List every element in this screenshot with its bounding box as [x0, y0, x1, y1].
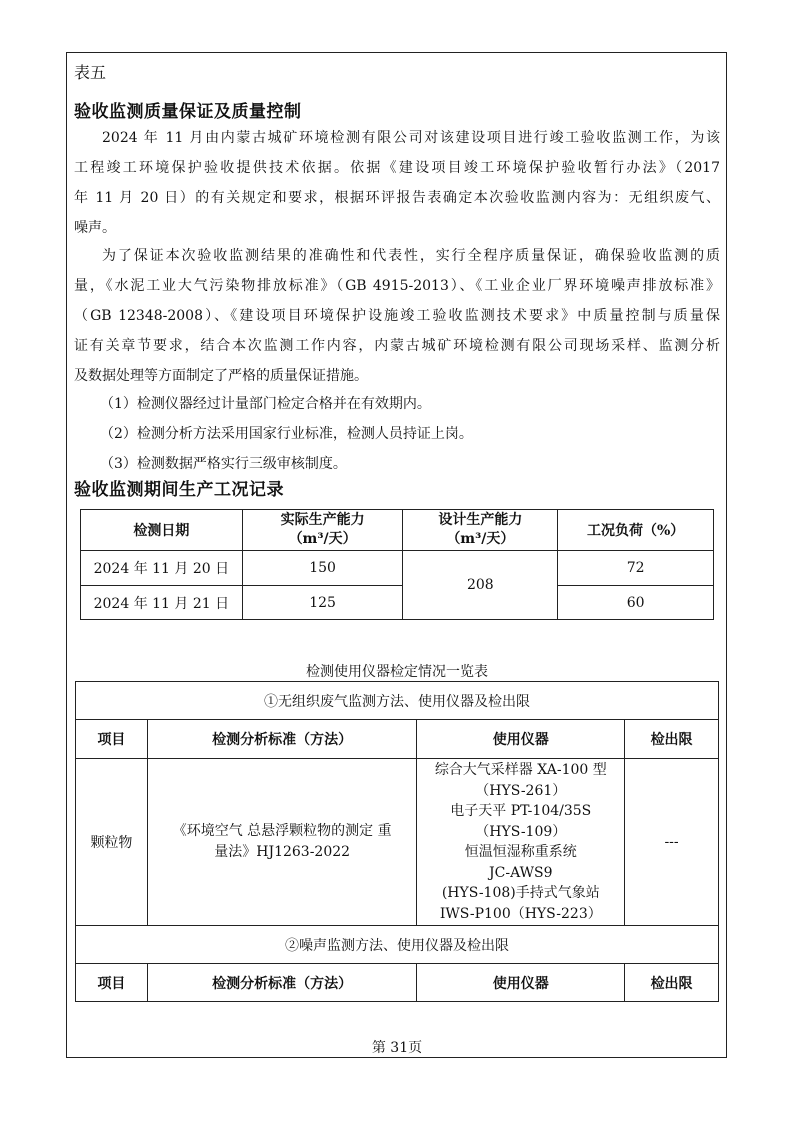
header-load: 工况负荷（%）	[558, 510, 714, 551]
header-limit: 检出限	[625, 964, 719, 1002]
header-design-unit: （m³/天）	[446, 531, 515, 547]
instrument-line: （HYS-109）	[475, 823, 567, 840]
instrument-table-caption: 检测使用仪器检定情况一览表	[306, 664, 488, 680]
heading-production-record: 验收监测期间生产工况记录	[74, 480, 284, 500]
section1-title: ①无组织废气监测方法、使用仪器及检出限	[76, 682, 719, 720]
header-actual	[242, 510, 403, 551]
cell-load: 72	[558, 551, 714, 586]
cell-instrument	[417, 759, 625, 926]
header-limit: 检出限	[625, 720, 719, 759]
paragraph-line: （GB 12348-2008）、《建设项目环境保护设施竣工验收监测技术要求》中质量控制与质量保	[74, 308, 720, 324]
cell-date: 2024 年 11 月 20 日	[81, 551, 243, 586]
measure-item: （3）检测数据严格实行三级审核制度。	[100, 456, 347, 472]
instrument-line: JC-AWS9	[489, 864, 553, 881]
header-actual-label: 实际生产能力	[280, 512, 365, 528]
section-label: 表五	[74, 63, 107, 82]
production-table	[80, 509, 714, 620]
section2-title: ②噪声监测方法、使用仪器及检出限	[76, 926, 719, 964]
instrument-header-row	[76, 964, 719, 1002]
paragraph-line: 噪声。	[74, 220, 116, 236]
header-standard: 检测分析标准（方法）	[147, 964, 417, 1002]
standard-line: 《环境空气 总悬浮颗粒物的测定 重	[172, 823, 392, 839]
header-design	[403, 510, 558, 551]
page-number: 第 31页	[371, 1040, 423, 1056]
instrument-header-row	[76, 720, 719, 759]
paragraph-line: 工程竣工环境保护验收提供技术依据。依据《建设项目竣工环境保护验收暂行办法》（2017	[74, 160, 720, 176]
instrument-line: IWS-P100（HYS-223）	[439, 905, 602, 922]
section-row	[76, 682, 719, 720]
paragraph-line: 2024 年 11 月由内蒙古城矿环境检测有限公司对该建设项目进行竣工验收监测工作，为该	[102, 130, 720, 146]
cell-standard	[147, 759, 417, 926]
instrument-line: 恒温恒湿称重系统	[464, 844, 577, 860]
section-row	[76, 926, 719, 964]
header-standard: 检测分析标准（方法）	[147, 720, 417, 759]
header-item: 项目	[76, 964, 148, 1002]
instrument-table	[75, 681, 719, 1002]
header-date: 检测日期	[81, 510, 243, 551]
header-actual-unit: （m³/天）	[288, 531, 357, 547]
header-instrument: 使用仪器	[417, 964, 625, 1002]
paragraph-line: 证有关章节要求，结合本次监测工作内容，内蒙古城矿环境检测有限公司现场采样、监测分析	[74, 338, 720, 354]
cell-design: 208	[403, 551, 558, 620]
cell-load: 60	[558, 586, 714, 620]
standard-line: 量法》HJ1263-2022	[214, 844, 351, 860]
instrument-line: 电子天平 PT-104/35S	[450, 803, 592, 819]
measure-item: （1）检测仪器经过计量部门检定合格并在有效期内。	[100, 396, 431, 412]
paragraph-intro	[74, 123, 720, 243]
cell-actual: 150	[242, 551, 403, 586]
measure-item: （2）检测分析方法采用国家行业标准，检测人员持证上岗。	[100, 426, 473, 442]
header-instrument: 使用仪器	[417, 720, 625, 759]
paragraph-line: 及数据处理等方面制定了严格的质量保证措施。	[74, 368, 368, 384]
instrument-line: (HYS-108)手持式气象站	[441, 885, 600, 901]
cell-limit: ---	[625, 759, 719, 926]
cell-actual: 125	[242, 586, 403, 620]
heading-quality-control: 验收监测质量保证及质量控制	[74, 102, 302, 122]
measures-list	[100, 389, 700, 479]
paragraph-line: 为了保证本次验收监测结果的准确性和代表性，实行全程序质量保证，确保验收监测的质	[102, 248, 720, 264]
production-header-row	[81, 510, 714, 551]
table-row	[81, 551, 714, 586]
cell-item: 颗粒物	[76, 759, 148, 926]
instrument-line: 综合大气采样器 XA-100 型	[434, 762, 607, 778]
header-design-label: 设计生产能力	[438, 512, 523, 528]
instrument-line: （HYS-261）	[475, 782, 567, 799]
header-item: 项目	[76, 720, 148, 759]
table-row	[76, 759, 719, 926]
table-row	[81, 586, 714, 620]
paragraph-line: 量，《水泥工业大气污染物排放标准》（GB 4915-2013）、《工业企业厂界环境噪声排放标准》	[74, 278, 720, 294]
cell-date: 2024 年 11 月 21 日	[81, 586, 243, 620]
paragraph-line: 年 11 月 20 日）的有关规定和要求，根据环评报告表确定本次验收监测内容为：无组织废气、	[74, 190, 720, 206]
paragraph-quality	[74, 241, 720, 391]
